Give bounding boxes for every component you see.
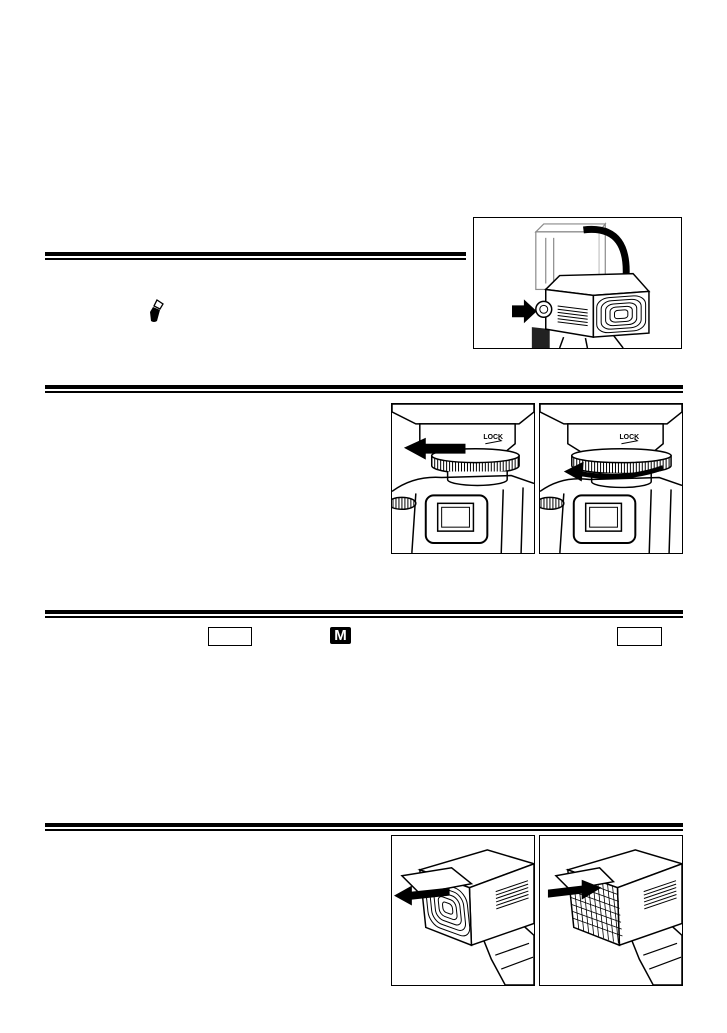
flash-body [540,404,682,454]
label-box-right [617,627,662,646]
lock-label: LOCK [619,433,640,441]
figure-flash-head-reset-svg [474,218,681,348]
flash-head-bottom [540,404,682,424]
lock-label: LOCK [483,433,504,441]
section-1-double-rule [45,252,466,260]
figure-filter-remove-svg [392,836,534,985]
figure-flash-head-reset [473,217,682,349]
flash-head-tilt-icon-svg [146,298,166,324]
figure-filter-insert-svg [540,836,682,985]
figure-lock-ring-tighten-svg [540,404,682,553]
shoe-foot [448,472,508,486]
camera-dial [540,497,564,509]
figure-lock-ring-loosen-svg [392,404,534,553]
icon-body [150,307,160,322]
section-3-double-rule [45,610,683,618]
release-button [536,301,552,317]
flash-head-bottom [392,404,534,424]
section-2-double-rule [45,385,683,393]
head-lens-face [593,291,649,337]
figure-filter-remove [391,835,535,986]
flash-head-tilt-icon [146,298,166,324]
label-box-left [208,627,252,646]
stand-line [613,335,623,348]
stand-line [560,337,564,348]
camera-dial [392,497,416,509]
manual-mode-icon: M [330,627,351,644]
lock-ring-top [572,449,671,463]
figure-filter-insert [539,835,683,986]
stand-line [585,338,587,348]
figure-lock-ring-tighten [539,403,683,554]
figure-lock-ring-loosen [391,403,535,554]
stand-dark-block [532,327,550,348]
icon-head-top [154,300,163,309]
section-4-double-rule [45,823,683,831]
push-right-arrow [512,299,537,323]
